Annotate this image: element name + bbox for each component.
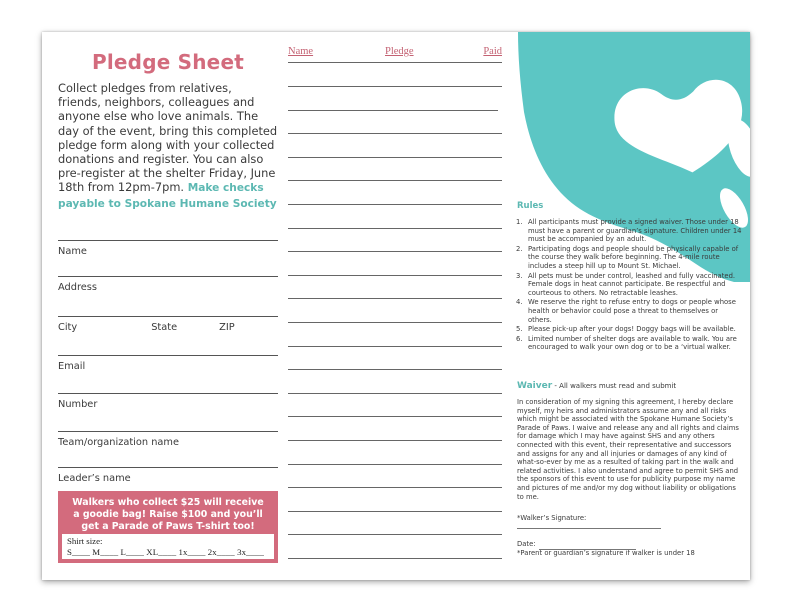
leader-field[interactable] (58, 467, 278, 484)
rules-list (516, 218, 742, 353)
team-line (58, 431, 278, 432)
number-line (58, 393, 278, 394)
pledge-entry-line[interactable] (288, 157, 502, 158)
rule-text: Limited number of shelter dogs are available to walk. You are encouraged to walk your own dog or to be a ‘virtual walker. (528, 334, 737, 352)
pledge-entry-line[interactable] (288, 369, 502, 370)
rule-item (516, 218, 742, 244)
date-label: Date: (517, 540, 536, 548)
intro-paragraph (58, 81, 278, 211)
goodie-bag-box (58, 491, 278, 563)
rule-item (516, 272, 742, 298)
address-line (58, 276, 278, 277)
shirt-size-options: S____ M____ L____ XL____ 1x____ 2x____ 3x____ (67, 547, 265, 557)
pledge-entry-line[interactable] (288, 275, 502, 276)
signature-label: *Walker’s Signature: (517, 514, 587, 522)
name-line (58, 240, 278, 241)
pledge-sheet-page (42, 32, 750, 580)
pledge-entry-line[interactable] (288, 251, 502, 252)
pledge-table (288, 46, 502, 60)
pledge-entry-line[interactable] (288, 511, 502, 512)
rule-text: All participants must provide a signed waiver. Those under 18 must have a parent or guardian’s signature. Children under 14 must be accompanied by an adult. (528, 218, 742, 244)
pledge-entry-line[interactable] (288, 322, 502, 323)
rule-text: Participating dogs and people should be physically capable of the course they walk before beginning. The 4-mile route includes a steep hill up to Mount St. Michael. (528, 244, 739, 270)
zip-label: ZIP (219, 322, 235, 333)
rule-number: 6. (516, 334, 523, 343)
pledge-entry-line[interactable] (288, 416, 502, 417)
date-line[interactable] (539, 549, 636, 550)
rule-number: 5. (516, 325, 523, 334)
rule-number: 1. (516, 218, 523, 226)
column-pledge: Pledge (385, 46, 414, 57)
shirt-size-box[interactable] (62, 534, 274, 559)
address-field[interactable] (58, 276, 278, 293)
rule-text: All pets must be under control, leashed and fully vaccinated. Female dogs in heat cannot participate. Be respectful and courteous to others. No retractable leashes. (528, 271, 736, 297)
pledge-entry-line[interactable] (288, 346, 502, 347)
rule-text: We reserve the right to refuse entry to dogs or people whose health or behavior could pose a threat to themselves or others. (528, 298, 736, 324)
intro-text: Collect pledges from relatives, friends, neighbors, colleagues and anyone else who love animals. The day of the event, bring this completed pledge form along with your collected donations and register. You can also pre-register at the shelter Friday, June 18th from 12pm-7pm. (58, 81, 278, 195)
waiver-text: In consideration of my signing this agreement, I hereby declare myself, my heirs and administrators assume any and all risks which might be associated with the Spokane Humane Society’s Parade of Paws. I waive and release any and all rights and claims for damage which I may have against SHS and any others connected with this event, their representative and successors and assigns for any and all injuries or damages of any kind of what-so-ever by me as a resulted of taking part in the walk and related activities. I also understand and agree to permit SHS and the sponsors of this event to use for publicity purpose my name and pictures of me and/or my dog without liability or obligations to me. (517, 398, 739, 501)
number-field[interactable] (58, 393, 278, 410)
pledge-entry-line[interactable] (288, 228, 502, 229)
pledge-entry-line[interactable] (288, 180, 502, 181)
rule-text: Please pick-up after your dogs! Doggy bags will be available. (528, 325, 736, 334)
pledge-entry-line[interactable] (288, 393, 502, 394)
pledge-entry-line[interactable] (288, 133, 502, 134)
column-paid: Paid (483, 46, 502, 57)
name-field[interactable] (58, 240, 278, 257)
team-label: Team/organization name (58, 437, 180, 448)
rule-item (516, 298, 742, 324)
rule-item (516, 245, 742, 271)
pledge-entry-line[interactable] (288, 534, 502, 535)
pledge-entry-line[interactable] (288, 86, 502, 87)
signature-line[interactable] (517, 528, 661, 529)
address-label: Address (58, 282, 98, 293)
state-label: State (151, 322, 178, 333)
rule-item (516, 335, 742, 352)
name-label: Name (58, 246, 87, 257)
rules-heading: Rules (517, 201, 544, 211)
waiver-heading (517, 381, 676, 391)
pledge-entry-line[interactable] (288, 558, 502, 559)
left-column (58, 46, 278, 211)
email-line (58, 355, 278, 356)
column-name: Name (288, 46, 314, 57)
city-line (58, 316, 278, 317)
waiver-subtitle: - All walkers must read and submit (552, 382, 677, 390)
payable-note: Make checks payable to Spokane Humane Society (58, 182, 277, 210)
number-label: Number (58, 399, 98, 410)
pledge-entry-line[interactable] (288, 487, 502, 488)
pledge-entry-line[interactable] (288, 298, 502, 299)
rule-number: 2. (516, 244, 523, 253)
leader-line (58, 467, 278, 468)
header-underline (288, 62, 502, 63)
page-title: Pledge Sheet (92, 50, 244, 74)
pledge-entry-line[interactable] (288, 464, 502, 465)
rule-number: 4. (516, 298, 523, 307)
guardian-note: *Parent or guardian’s signature if walker is under 18 (517, 548, 695, 557)
rule-number: 3. (516, 271, 523, 280)
pledge-entry-line[interactable] (288, 204, 502, 205)
email-field[interactable] (58, 355, 278, 372)
pledge-entry-line[interactable] (288, 440, 502, 441)
rule-item (516, 325, 742, 334)
team-field[interactable] (58, 431, 278, 448)
pledge-table-header (288, 46, 502, 60)
shirt-size-label: Shirt size: (67, 536, 103, 546)
city-label: City (58, 322, 78, 333)
waiver-title: Waiver (517, 381, 553, 391)
pledge-entry-line[interactable] (288, 110, 498, 111)
leader-label: Leader’s name (58, 473, 131, 484)
email-label: Email (58, 361, 86, 372)
goodie-text: Walkers who collect $25 will receive a goodie bag! Raise $100 and you’ll get a Parade of Paws T-shirt too! (72, 497, 264, 533)
city-state-zip-field[interactable] (58, 316, 278, 333)
